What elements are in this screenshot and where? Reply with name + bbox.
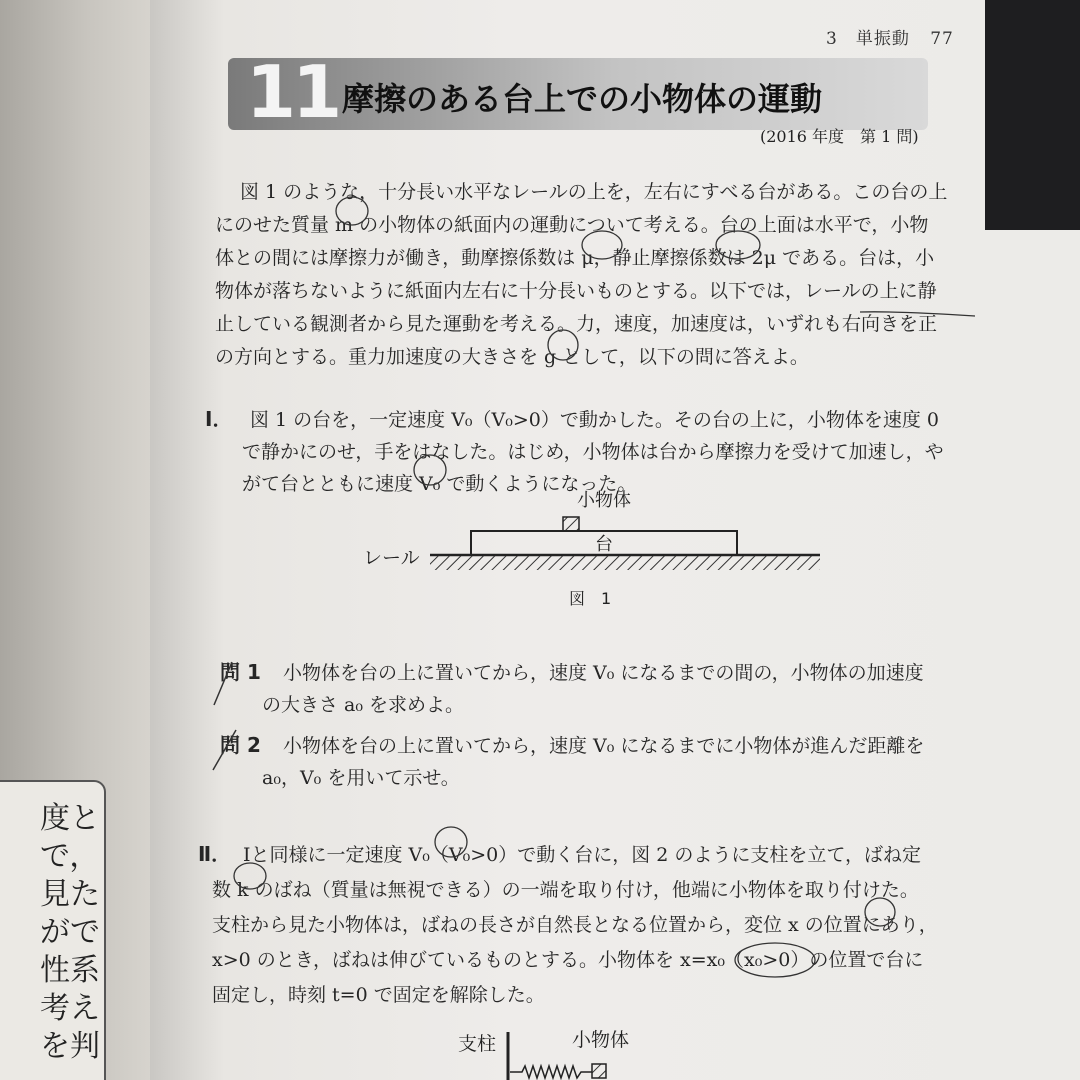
- left-page-fragment: 見た: [40, 877, 100, 912]
- part2-line: 支柱から見た小物体は，ばねの長さが自然長となる位置から，変位 x の位置にあり，: [212, 914, 938, 936]
- figure1-caption: 図 1: [569, 589, 612, 608]
- figure1-table-label: 台: [595, 534, 613, 555]
- question-1-line: 小物体を台の上に置いてから，速度 V₀ になるまでの間の，小物体の加速度: [283, 662, 924, 684]
- question-1-label: 問 1: [220, 660, 261, 684]
- figure2-spring: [510, 1066, 592, 1078]
- figure1-small-object: [563, 517, 579, 531]
- left-page-fragment: がで: [40, 915, 100, 950]
- chapter-label: 3 単振動: [826, 29, 910, 49]
- part2-line: 数 k のばね（質量は無視できる）の一端を取り付け，他端に小物体を取り付けた。: [212, 879, 919, 901]
- intro-line: 止している観測者から見た運動を考える。力，速度，加速度は，いずれも右向きを正: [215, 313, 938, 335]
- figure-2: [450, 1022, 650, 1080]
- left-page-fragment: 性系: [40, 953, 100, 988]
- page-number: 77: [930, 29, 954, 49]
- question-1-line: の大きさ a₀ を求めよ。: [262, 694, 465, 716]
- running-header: [812, 24, 954, 49]
- part1-line: 図 1 の台を，一定速度 V₀（V₀>0）で動かした。その台の上に，小物体を速度 0: [250, 409, 940, 431]
- intro-line: の方向とする。重力加速度の大きさを g として，以下の問に答えよ。: [215, 346, 809, 368]
- part2-label: Ⅱ．: [198, 842, 232, 866]
- part1-line: がて台とともに速度 V₀ で動くようになった。: [242, 473, 637, 495]
- problem-number: 11: [246, 50, 339, 134]
- left-page: [0, 0, 160, 1080]
- part1-label: Ⅰ．: [205, 407, 233, 431]
- figure2-small-object: [592, 1064, 606, 1078]
- figure1-rail-label: レール: [363, 547, 420, 569]
- question-2-line: a₀，V₀ を用いて示せ。: [262, 767, 460, 789]
- question-2-label: 問 2: [220, 733, 261, 757]
- part2-line: x>0 のとき，ばねは伸びているものとする。小物体を x=x₀（x₀>0）の位置で台に: [212, 949, 924, 971]
- intro-line: 体との間には摩擦力が働き，動摩擦係数は μ，静止摩擦係数は 2μ である。台は，小: [215, 247, 935, 269]
- part1-line: で静かにのせ，手をはなした。はじめ，小物体は台から摩擦力を受けて加速し，や: [242, 441, 944, 463]
- year-tag: (2016 年度 第 1 問): [760, 127, 919, 146]
- figure1-object-label: 小物体: [577, 490, 631, 511]
- figure2-object-label: 小物体: [572, 1029, 630, 1051]
- figure1-rail-hatch: [430, 556, 820, 570]
- left-page-fragment: 考え: [40, 991, 100, 1026]
- left-page-fragment: 度と: [40, 801, 100, 836]
- problem-title: 摩擦のある台上での小物体の運動: [342, 80, 823, 118]
- part2-line: 固定し，時刻 t=0 で固定を解除した。: [212, 984, 545, 1006]
- part2-line: Ⅰと同様に一定速度 V₀（V₀>0）で動く台に，図 2 のように支柱を立て，ばね定: [243, 844, 922, 866]
- intro-line: 物体が落ちないように紙面内左右に十分長いものとする。以下では，レールの上に静: [215, 280, 937, 302]
- intro-line: にのせた質量 m の小物体の紙面内の運動について考える。台の上面は水平で，小物: [215, 214, 929, 236]
- figure-1: [355, 480, 835, 625]
- left-page-fragment: を判: [40, 1029, 100, 1064]
- page-shadow: [985, 0, 1080, 230]
- figure2-post-label: 支柱: [458, 1033, 497, 1055]
- question-2-line: 小物体を台の上に置いてから，速度 V₀ になるまでに小物体が進んだ距離を: [283, 735, 925, 757]
- left-page-fragment: で，: [40, 839, 100, 874]
- intro-line: 図 1 のような，十分長い水平なレールの上を，左右にすべる台がある。この台の上: [240, 181, 948, 203]
